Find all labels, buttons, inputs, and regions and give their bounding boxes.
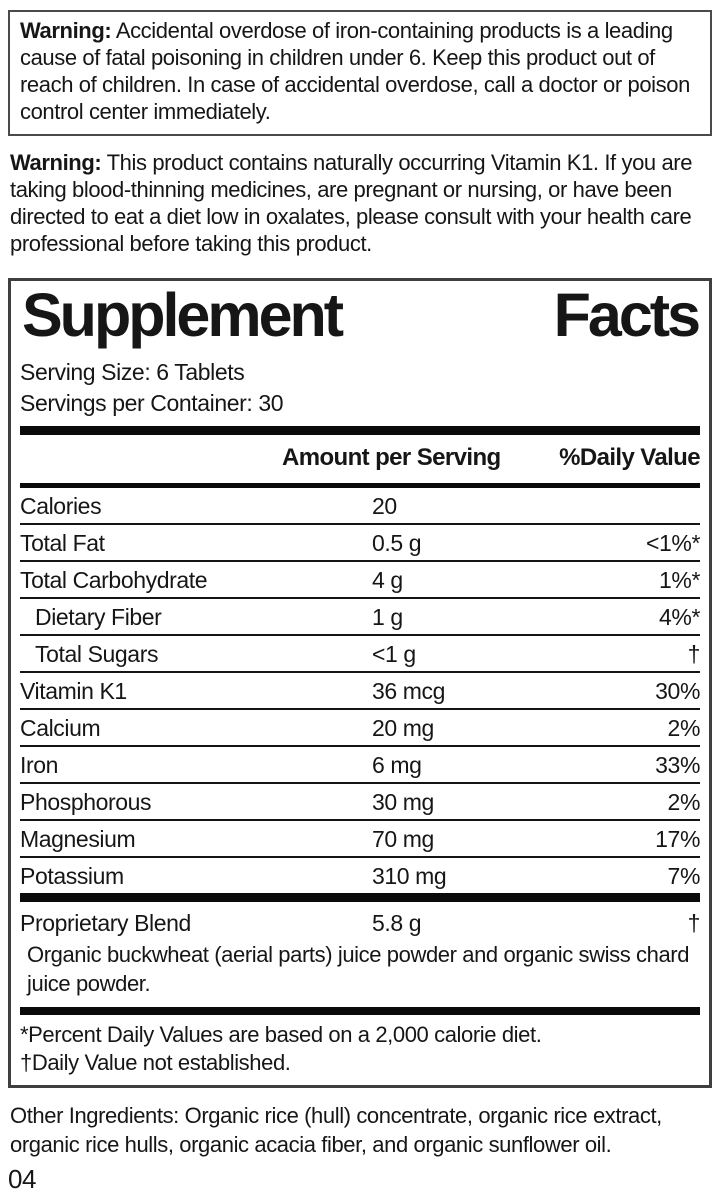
page-number: 04 bbox=[8, 1163, 37, 1194]
nutrient-daily-value: 17% bbox=[655, 825, 700, 852]
nutrient-name: Total Fat bbox=[20, 529, 105, 556]
nutrient-amount: 20 bbox=[372, 492, 397, 519]
nutrient-daily-value: 1%* bbox=[659, 566, 700, 593]
vitamin-k1-warning-text: This product contains naturally occurring Vitamin K1. If you are taking blood-thinning medicines, are pregnant or nursing, or have been directed to eat a diet low in oxalates, please consult with your health care professional before taking this product. bbox=[10, 150, 693, 256]
nutrient-daily-value: 2% bbox=[667, 788, 700, 815]
nutrient-name: Calories bbox=[20, 492, 102, 519]
nutrient-amount: 4 g bbox=[372, 566, 403, 593]
serving-info bbox=[20, 357, 700, 419]
iron-warning-text: Accidental overdose of iron-containing products is a leading cause of fatal poisoning in children under 6. Keep this product out of reach of children. In case of accidental overdose, call a doctor or poison control center immediately. bbox=[20, 18, 690, 124]
nutrient-daily-value: <1%* bbox=[645, 529, 700, 556]
nutrient-row-potassium bbox=[20, 858, 700, 893]
divider-bar-blend bbox=[20, 893, 700, 902]
nutrient-row-total-carbohydrate bbox=[20, 562, 700, 599]
nutrient-row-calories bbox=[20, 488, 700, 525]
nutrient-name: Proprietary Blend bbox=[20, 909, 191, 936]
nutrient-daily-value: 30% bbox=[655, 677, 700, 704]
nutrient-amount: 0.5 g bbox=[372, 529, 422, 556]
nutrient-name: Magnesium bbox=[20, 825, 136, 852]
nutrient-row-calcium bbox=[20, 710, 700, 747]
nutrient-daily-value: 33% bbox=[655, 751, 700, 778]
supplement-facts-panel bbox=[8, 278, 712, 1088]
nutrient-name: Total Carbohydrate bbox=[20, 566, 208, 593]
nutrient-name: Calcium bbox=[20, 714, 101, 741]
nutrient-daily-value: † bbox=[687, 909, 700, 936]
column-header-amount: Amount per Serving bbox=[282, 443, 501, 471]
servings-per-container: Servings per Container: 30 bbox=[20, 389, 284, 416]
nutrient-name: Total Sugars bbox=[35, 640, 159, 667]
nutrient-row-proprietary-blend bbox=[20, 905, 700, 940]
vitamin-k1-warning-label: Warning: bbox=[10, 150, 102, 175]
divider-bar-footnotes bbox=[20, 1007, 700, 1015]
nutrient-amount: <1 g bbox=[372, 640, 416, 667]
nutrient-row-dietary-fiber bbox=[20, 599, 700, 636]
nutrient-amount: 36 mcg bbox=[372, 677, 446, 704]
footnote-daily-value-not-established: †Daily Value not established. bbox=[20, 1049, 291, 1075]
nutrient-amount: 20 mg bbox=[372, 714, 434, 741]
nutrient-amount: 1 g bbox=[372, 603, 403, 630]
nutrient-row-iron bbox=[20, 747, 700, 784]
column-header-daily-value: %Daily Value bbox=[559, 443, 700, 471]
nutrient-amount: 6 mg bbox=[372, 751, 422, 778]
panel-title bbox=[20, 283, 700, 348]
nutrient-row-phosphorous bbox=[20, 784, 700, 821]
nutrient-daily-value: 7% bbox=[667, 862, 700, 889]
footnote-percent-daily-values: *Percent Daily Values are based on a 2,000 calorie diet. bbox=[20, 1021, 542, 1047]
nutrient-row-total-sugars bbox=[20, 636, 700, 673]
proprietary-blend-description: Organic buckwheat (aerial parts) juice powder and organic swiss chard juice powder. bbox=[27, 941, 690, 996]
vitamin-k1-warning bbox=[8, 149, 712, 257]
nutrient-row-magnesium bbox=[20, 821, 700, 858]
iron-warning-box bbox=[8, 10, 712, 136]
nutrient-daily-value: 4%* bbox=[659, 603, 700, 630]
panel-title-word-facts: Facts bbox=[553, 281, 698, 349]
nutrient-name: Dietary Fiber bbox=[35, 603, 162, 630]
nutrient-name: Potassium bbox=[20, 862, 124, 889]
nutrient-amount: 70 mg bbox=[372, 825, 434, 852]
nutrient-name: Iron bbox=[20, 751, 59, 778]
nutrient-amount: 310 mg bbox=[372, 862, 447, 889]
nutrient-row-vitamin-k1 bbox=[20, 673, 700, 710]
other-ingredients: Other Ingredients: Organic rice (hull) concentrate, organic rice extract, organic rice hulls, organic acacia fiber, and organic sunflower oil. bbox=[10, 1102, 662, 1157]
nutrient-row-total-fat bbox=[20, 525, 700, 562]
column-header-row bbox=[20, 435, 700, 483]
nutrient-name: Phosphorous bbox=[20, 788, 152, 815]
footnotes bbox=[20, 1015, 700, 1085]
nutrient-amount: 5.8 g bbox=[372, 909, 422, 936]
panel-title-word-supplement: Supplement bbox=[22, 281, 342, 349]
serving-size: Serving Size: 6 Tablets bbox=[20, 358, 245, 385]
nutrient-name: Vitamin K1 bbox=[20, 677, 127, 704]
iron-warning-label: Warning: bbox=[20, 18, 112, 43]
proprietary-blend-section bbox=[20, 902, 700, 1007]
divider-bar-top bbox=[20, 426, 700, 435]
nutrient-daily-value: † bbox=[687, 640, 700, 667]
nutrient-daily-value: 2% bbox=[667, 714, 700, 741]
nutrient-amount: 30 mg bbox=[372, 788, 434, 815]
